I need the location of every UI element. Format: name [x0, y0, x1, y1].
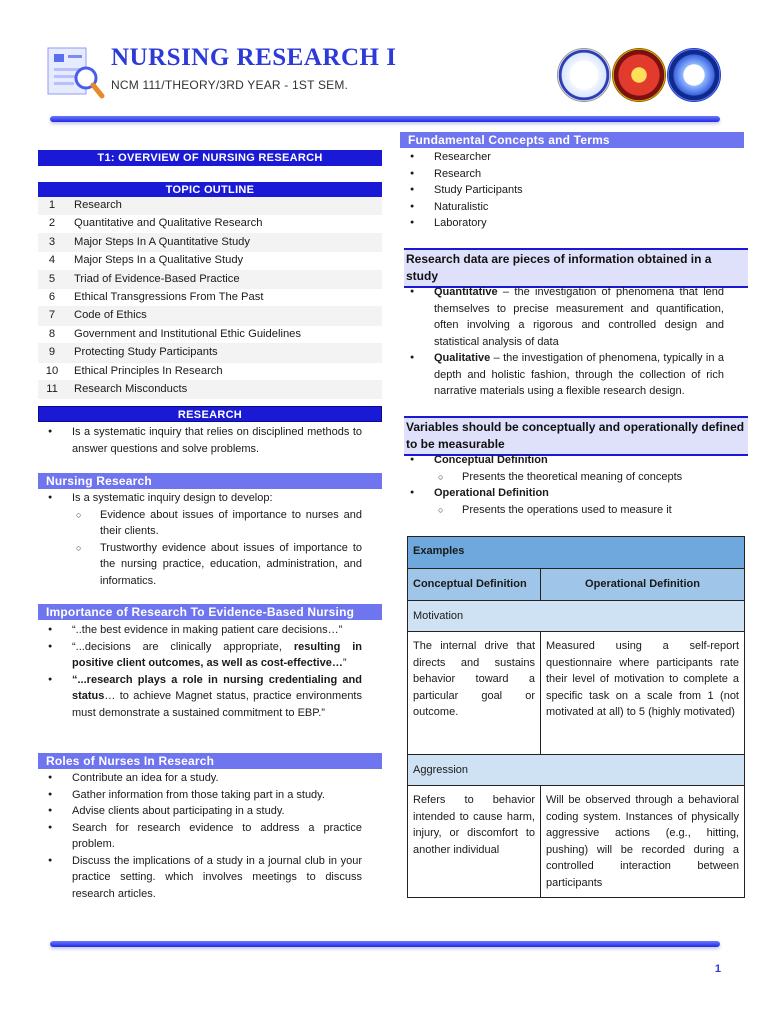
quantitative-text: – the investigation of phenomena that lend themselves to precise measurement and quantification, often involving a rigorous and controlled design and statistical analysis of data [434, 286, 724, 348]
role-item: ● Gather information from those taking part in a study. [38, 787, 362, 804]
text-span: “...decisions are clinically appropriate, [72, 640, 294, 653]
outline-text: Research Misconducts [66, 381, 382, 398]
list-subitem: ○ Presents the operations used to measure it [434, 502, 736, 519]
outline-number: 9 [38, 344, 66, 361]
outline-number: 3 [38, 234, 66, 251]
conceptual-sublist [434, 469, 736, 486]
operational-sublist [434, 502, 736, 519]
outline-row [38, 197, 382, 215]
research-definition: ● Is a systematic inquiry that relies on disciplined methods to answer questions and solve problems. [38, 424, 362, 457]
outline-number: 7 [38, 307, 66, 324]
table-cell: Will be observed through a behavioral coding system. Instances of physically aggressive actions (e.g., hitting, pushing) will be recorded during a controlled interaction between participants [541, 786, 745, 898]
outline-row [38, 289, 382, 307]
roles-heading: Roles of Nurses In Research [38, 753, 382, 769]
university-seal-icon [557, 48, 611, 102]
list-item [400, 452, 736, 485]
column-header: Conceptual Definition [408, 569, 541, 601]
table-row [408, 786, 745, 898]
document-search-icon [46, 46, 106, 102]
outline-number: 4 [38, 252, 66, 269]
page-number: 1 [714, 963, 721, 975]
importance-item: ● “..the best evidence in making patient care decisions…” [38, 622, 362, 639]
table-row [408, 537, 745, 569]
outline-text: Quantitative and Qualitative Research [66, 215, 382, 232]
list-subitem: ○ Trustworthy evidence about issues of importance to the nursing practice, education, administration, and informatics. [72, 540, 362, 590]
nursing-research-heading: Nursing Research [38, 473, 382, 489]
role-item: ● Search for research evidence to address a practice problem. [38, 820, 362, 853]
bold-text: resulting in positive client outcomes, as well as cost-effective… [72, 640, 363, 669]
nursing-research-list [38, 490, 362, 589]
concept-item: ● Study Participants [400, 182, 736, 199]
concept-item: ● Researcher [400, 149, 736, 166]
qualitative-label: Qualitative [434, 352, 491, 364]
outline-row [38, 326, 382, 344]
outline-number: 2 [38, 215, 66, 232]
list-item [38, 490, 362, 589]
outline-row [38, 307, 382, 325]
list-subitem: ○ Presents the theoretical meaning of concepts [434, 469, 736, 486]
outline-number: 5 [38, 271, 66, 288]
importance-heading: Importance of Research To Evidence-Based Nursing [38, 604, 382, 620]
category-cell: Motivation [408, 601, 745, 632]
outline-text: Triad of Evidence-Based Practice [66, 271, 382, 288]
table-cell: The internal drive that directs and sustains behavior toward a particular goal or outcome. [408, 632, 541, 755]
outline-number: 6 [38, 289, 66, 306]
concept-item: ● Research [400, 166, 736, 183]
concept-item: ● Naturalistic [400, 199, 736, 216]
variables-list [400, 452, 736, 518]
table-cell: Measured using a self-report questionnaire where participants rate their level of motivation to complete a specific task on a scale from 1 (not motivated at all) to 5 (highly motivated) [541, 632, 745, 755]
outline-number: 10 [38, 363, 66, 380]
list-subitem: ○ Evidence about issues of importance to nurses and their clients. [72, 507, 362, 540]
outline-row [38, 381, 382, 399]
table-row [408, 755, 745, 786]
importance-item [38, 639, 362, 672]
course-subtitle: NCM 111/THEORY/3RD YEAR - 1ST SEM. [111, 78, 349, 92]
role-item: ● Contribute an idea for a study. [38, 770, 362, 787]
table-row [408, 569, 745, 601]
outline-number: 11 [38, 381, 66, 398]
role-item: ● Advise clients about participating in a study. [38, 803, 362, 820]
outline-text: Ethical Transgressions From The Past [66, 289, 382, 306]
outline-text: Protecting Study Participants [66, 344, 382, 361]
table-cell: Refers to behavior intended to cause harm, injury, or discomfort to another individual [408, 786, 541, 898]
category-cell: Aggression [408, 755, 745, 786]
outline-row [38, 271, 382, 289]
nursing-research-sublist [72, 507, 362, 590]
text-span: … to achieve Magnet status, practice environments must demonstrate a sustained commitment to EBP.” [72, 690, 362, 719]
outline-text: Code of Ethics [66, 307, 382, 324]
column-header: Operational Definition [541, 569, 745, 601]
outline-text: Research [66, 197, 382, 214]
nursing-research-definition: Is a systematic inquiry design to develop: [72, 492, 273, 504]
table-row [408, 601, 745, 632]
bold-text: “...research plays a role in nursing credentialing and status [72, 673, 362, 702]
importance-item [38, 672, 362, 722]
outline-row [38, 215, 382, 233]
header-divider [50, 116, 720, 122]
conceptual-label: Conceptual Definition [434, 454, 548, 466]
role-item: ● Discuss the implications of a study in a journal club in your practice setting. which involves meetings to discuss research articles. [38, 853, 362, 903]
outline-row [38, 363, 382, 381]
fundamental-concepts-heading: Fundamental Concepts and Terms [400, 132, 744, 148]
text-span: ” [342, 657, 347, 669]
list-item [400, 485, 736, 518]
college-seal-icon [612, 48, 666, 102]
fundamental-concepts-list [400, 149, 736, 232]
page-title: NURSING RESEARCH I [111, 44, 397, 71]
list-item [400, 350, 724, 400]
quantitative-label: Quantitative [434, 286, 498, 298]
examples-table [407, 536, 745, 898]
concept-item: ● Laboratory [400, 215, 736, 232]
outline-row [38, 234, 382, 252]
roles-list [38, 770, 362, 902]
outline-text: Major Steps In a Qualitative Study [66, 252, 382, 269]
outline-text: Government and Institutional Ethic Guidelines [66, 326, 382, 343]
footer-divider [50, 941, 720, 947]
topic-outline-table [38, 197, 382, 399]
research-section-title: RESEARCH [38, 406, 382, 422]
importance-list [38, 622, 362, 721]
topic-outline-title: TOPIC OUTLINE [38, 182, 382, 198]
examples-header: Examples [408, 537, 745, 569]
operational-label: Operational Definition [434, 487, 549, 499]
outline-row [38, 252, 382, 270]
outline-text: Major Steps In A Quantitative Study [66, 234, 382, 251]
table-row [408, 632, 745, 755]
outline-text: Ethical Principles In Research [66, 363, 382, 380]
outline-row [38, 344, 382, 362]
research-definition-list [38, 424, 362, 457]
outline-number: 1 [38, 197, 66, 214]
qualitative-text: – the investigation of phenomena, typically in a depth and holistic fashion, through the collection of rich narrative materials using a flexible research design. [434, 352, 724, 397]
department-seal-icon [667, 48, 721, 102]
main-section-title: T1: OVERVIEW OF NURSING RESEARCH [38, 150, 382, 166]
variables-heading: Variables should be conceptually and operationally defined to be measurable [404, 416, 748, 456]
list-item [400, 284, 724, 350]
outline-number: 8 [38, 326, 66, 343]
research-data-list [400, 284, 724, 400]
research-data-heading: Research data are pieces of information obtained in a study [404, 248, 748, 288]
